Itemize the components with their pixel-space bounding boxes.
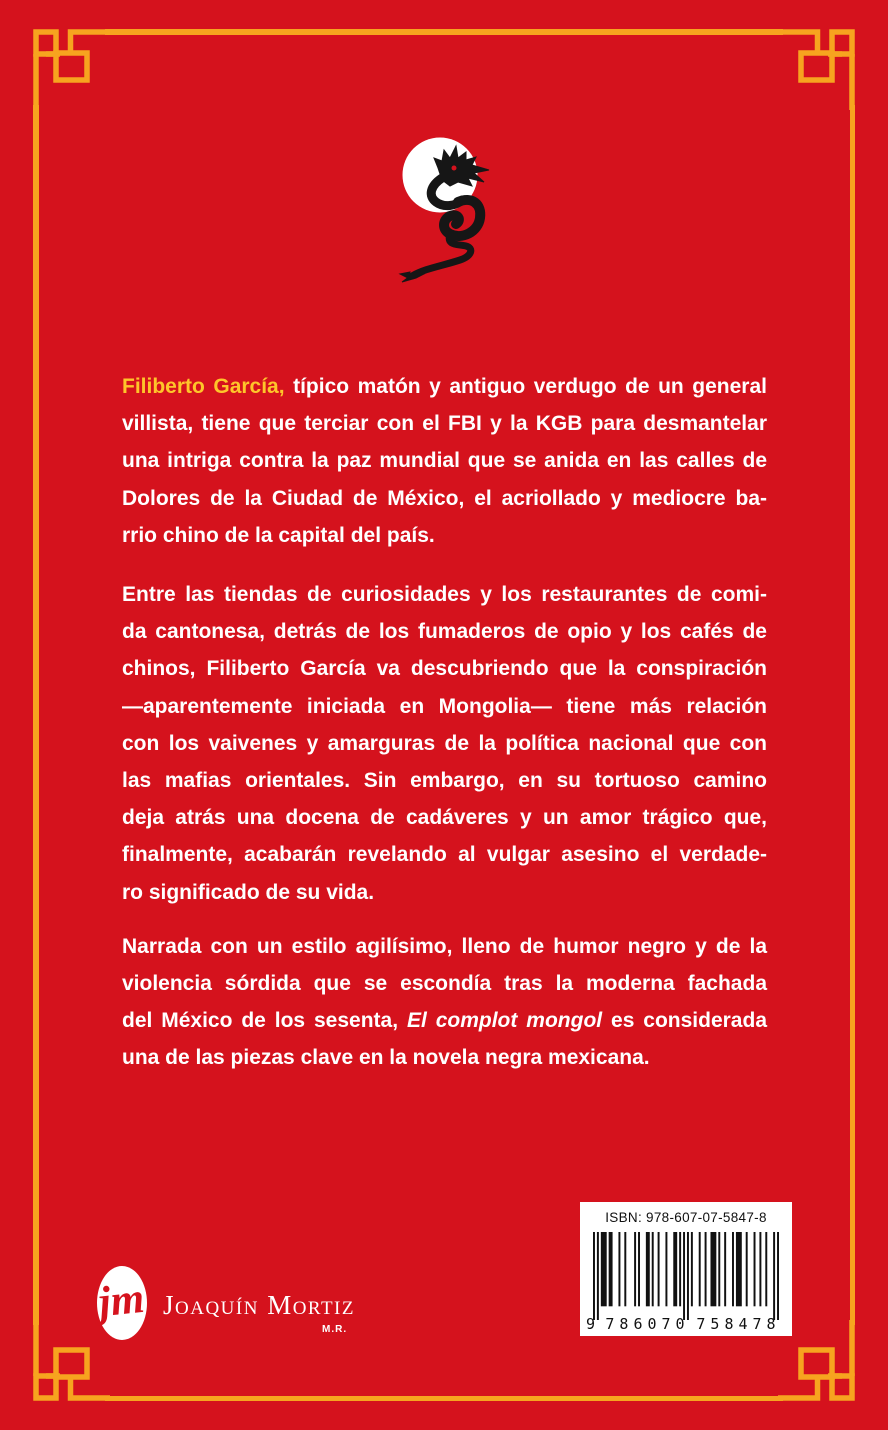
frame-left-line bbox=[33, 105, 39, 1325]
blurb-text: es considerada bbox=[602, 1009, 767, 1033]
barcode-digit-group: 9 bbox=[586, 1315, 596, 1333]
chinese-knot-corner-icon bbox=[778, 0, 888, 110]
publisher-name: Joaquín Mortiz bbox=[163, 1290, 355, 1320]
barcode-digits bbox=[586, 1315, 784, 1333]
blurb-line: finalmente, acabarán revelando al vulgar asesino el verdade- bbox=[122, 843, 767, 867]
blurb-text: típico matón y antiguo verdugo de un general bbox=[284, 375, 767, 398]
blurb-line: con los vaivenes y amarguras de la política nacional que con bbox=[122, 731, 767, 755]
dragon-moon-icon bbox=[398, 128, 498, 288]
blurb-line: una de las piezas clave en la novela negra mexicana. bbox=[122, 1046, 650, 1070]
publisher-logo bbox=[97, 1266, 147, 1340]
ean13-barcode bbox=[593, 1232, 779, 1320]
publisher-trademark: M.R. bbox=[322, 1324, 348, 1335]
blurb-line: rrio chino de la capital del país. bbox=[122, 523, 435, 547]
blurb-line: chinos, Filiberto García va descubriendo que la conspiración bbox=[122, 657, 767, 681]
blurb-line: Narrada con un estilo agilísimo, lleno de humor negro y de la bbox=[122, 934, 767, 958]
chinese-knot-corner-icon bbox=[0, 0, 110, 110]
blurb-line: —aparentemente iniciada en Mongolia— tiene más relación bbox=[122, 694, 767, 718]
chinese-knot-corner-icon bbox=[0, 1320, 110, 1430]
blurb-line bbox=[122, 1002, 767, 1039]
blurb-text: del México de los sesenta, bbox=[122, 1009, 407, 1033]
frame-top-line bbox=[105, 29, 783, 35]
blurb-line: da cantonesa, detrás de los fumaderos de opio y los cafés de bbox=[122, 620, 767, 644]
barcode-digit-group: 786070 bbox=[605, 1315, 690, 1333]
blurb-line: deja atrás una docena de cadáveres y un amor trágico que, bbox=[122, 806, 767, 830]
blurb-line: violencia sórdida que se escondía tras la moderna fachada bbox=[122, 972, 767, 996]
chinese-knot-corner-icon bbox=[778, 1320, 888, 1430]
blurb-line: ro significado de su vida. bbox=[122, 880, 375, 904]
frame-bottom-line bbox=[105, 1396, 783, 1402]
isbn-label: ISBN: 978-607-07-5847-8 bbox=[605, 1210, 767, 1225]
blurb-paragraph-3 bbox=[122, 928, 767, 1077]
book-title: El complot mongol bbox=[406, 1009, 603, 1033]
blurb-line: una intriga contra la paz mundial que se anida en las calles de bbox=[122, 449, 767, 473]
blurb-paragraph-2 bbox=[122, 576, 767, 911]
blurb-line: Dolores de la Ciudad de México, el acriollado y mediocre ba- bbox=[122, 486, 767, 510]
blurb-paragraph-1 bbox=[122, 368, 767, 554]
back-cover-blurb bbox=[122, 368, 767, 1077]
blurb-line: las mafias orientales. Sin embargo, en su tortuoso camino bbox=[122, 769, 767, 793]
protagonist-name: Filiberto García, bbox=[122, 375, 285, 398]
blurb-line: Entre las tiendas de curiosidades y los restaurantes de comi- bbox=[122, 583, 767, 607]
blurb-line: villista, tiene que terciar con el FBI y la KGB para desmantelar bbox=[122, 412, 767, 436]
barcode-digit-group: 758478 bbox=[696, 1315, 781, 1333]
blurb-line bbox=[122, 368, 767, 405]
frame-right-line bbox=[850, 105, 856, 1325]
isbn-barcode-panel bbox=[580, 1202, 792, 1336]
publisher-monogram: jm bbox=[96, 1274, 147, 1326]
